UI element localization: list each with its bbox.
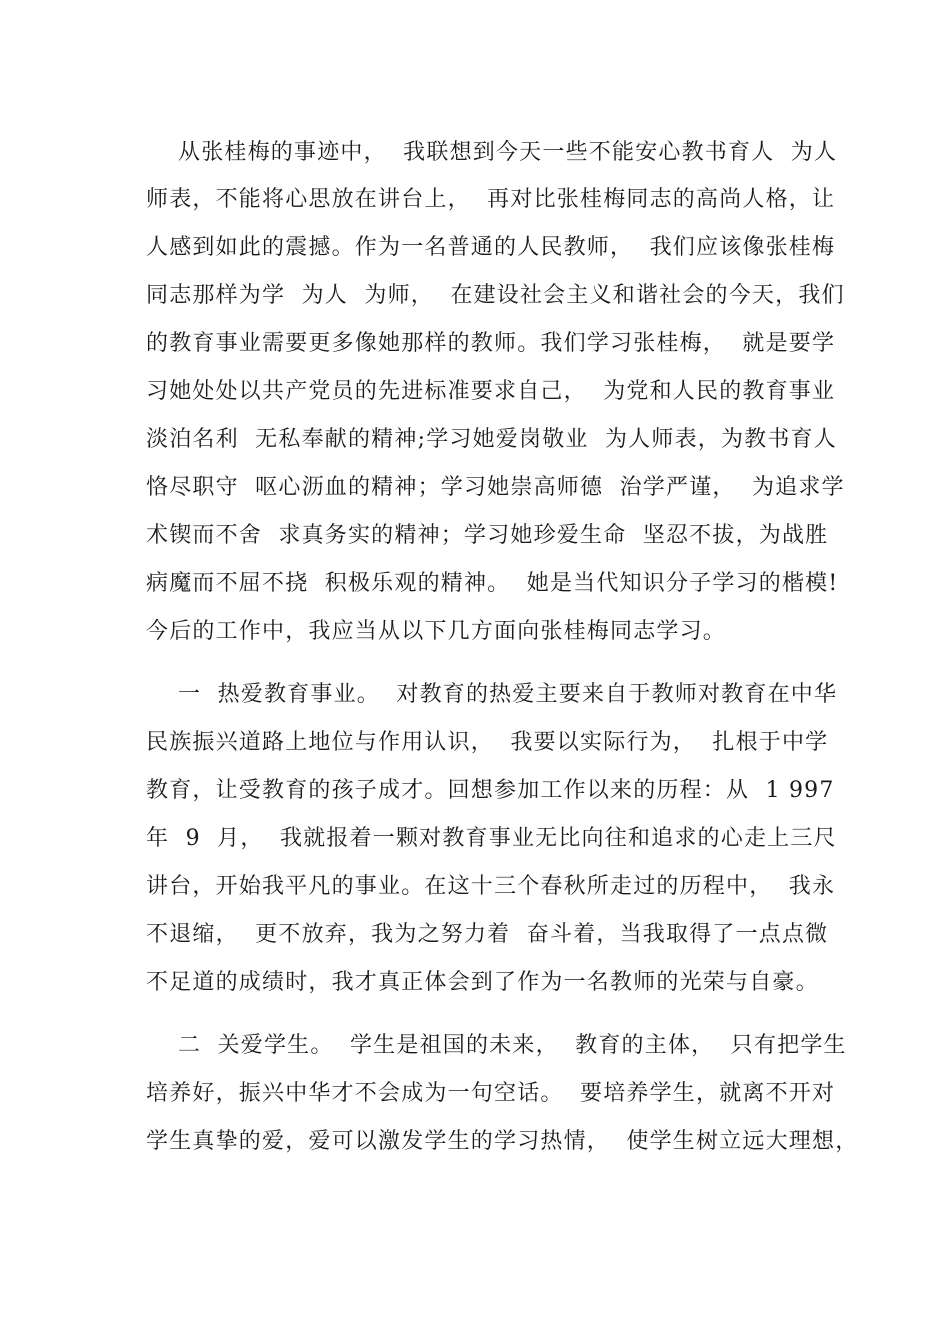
paragraph-1-line-3: 人感到如此的震撼。作为一名普通的人民教师， 我们应该像张桂梅 (146, 235, 836, 260)
paragraph-1-line-2: 师表，不能将心思放在讲台上， 再对比张桂梅同志的高尚人格，让 (146, 187, 836, 212)
paragraph-2-line-3: 教育，让受教育的孩子成才。回想参加工作以来的历程：从 1 997 (146, 778, 835, 803)
paragraph-2-line-6: 不退缩， 更不放弃，我为之努力着 奋斗着，当我取得了一点点微 (146, 922, 829, 947)
paragraph-1-line-11: 今后的工作中，我应当从以下几方面向张桂梅同志学习。 (146, 619, 727, 644)
paragraph-3-line-1: 二 关爱学生。 学生是祖国的未来， 教育的主体， 只有把学生 (178, 1033, 847, 1058)
paragraph-1-line-4: 同志那样为学 为人 为师， 在建设社会主义和谐社会的今天，我们 (146, 283, 845, 308)
paragraph-2-line-2: 民族振兴道路上地位与作用认识， 我要以实际行为， 扎根于中学 (146, 730, 829, 755)
paragraph-2-line-7: 不足道的成绩时，我才真正体会到了作为一名教师的光荣与自豪。 (146, 970, 819, 995)
paragraph-1-line-10: 病魔而不屈不挠 积极乐观的精神。 她是当代知识分子学习的楷模! (146, 571, 839, 596)
paragraph-2-line-5: 讲台，开始我平凡的事业。在这十三个春秋所走过的历程中， 我永 (146, 874, 836, 899)
paragraph-3-line-3: 学生真挚的爱，爱可以激发学生的学习热情， 使学生树立远大理想， (146, 1129, 859, 1154)
paragraph-1-line-6: 习她处处以共产党员的先进标准要求自己， 为党和人民的教育事业 (146, 379, 836, 404)
paragraph-2-line-4: 年 9 月， 我就报着一颗对教育事业无比向往和追求的心走上三尺 (146, 826, 837, 851)
paragraph-1-line-9: 术锲而不舍 求真务实的精神；学习她珍爱生命 坚忍不拔，为战胜 (146, 523, 829, 548)
paragraph-3-line-2: 培养好，振兴中华才不会成为一句空话。 要培养学生，就离不开对 (146, 1081, 836, 1106)
paragraph-2-line-1: 一 热爱教育事业。 对教育的热爱主要来自于教师对教育在中华 (178, 682, 838, 707)
paragraph-1-line-1: 从张桂梅的事迹中， 我联想到今天一些不能安心教书育人 为人 (178, 140, 838, 165)
paragraph-1-line-5: 的教育事业需要更多像她那样的教师。我们学习张桂梅， 就是要学 (146, 331, 836, 356)
paragraph-1-line-8: 恪尽职守 呕心沥血的精神；学习她崇高师德 治学严谨， 为追求学 (146, 475, 845, 500)
paragraph-1-line-7: 淡泊名利 无私奉献的精神;学习她爱岗敬业 为人师表，为教书育人 (146, 427, 837, 452)
